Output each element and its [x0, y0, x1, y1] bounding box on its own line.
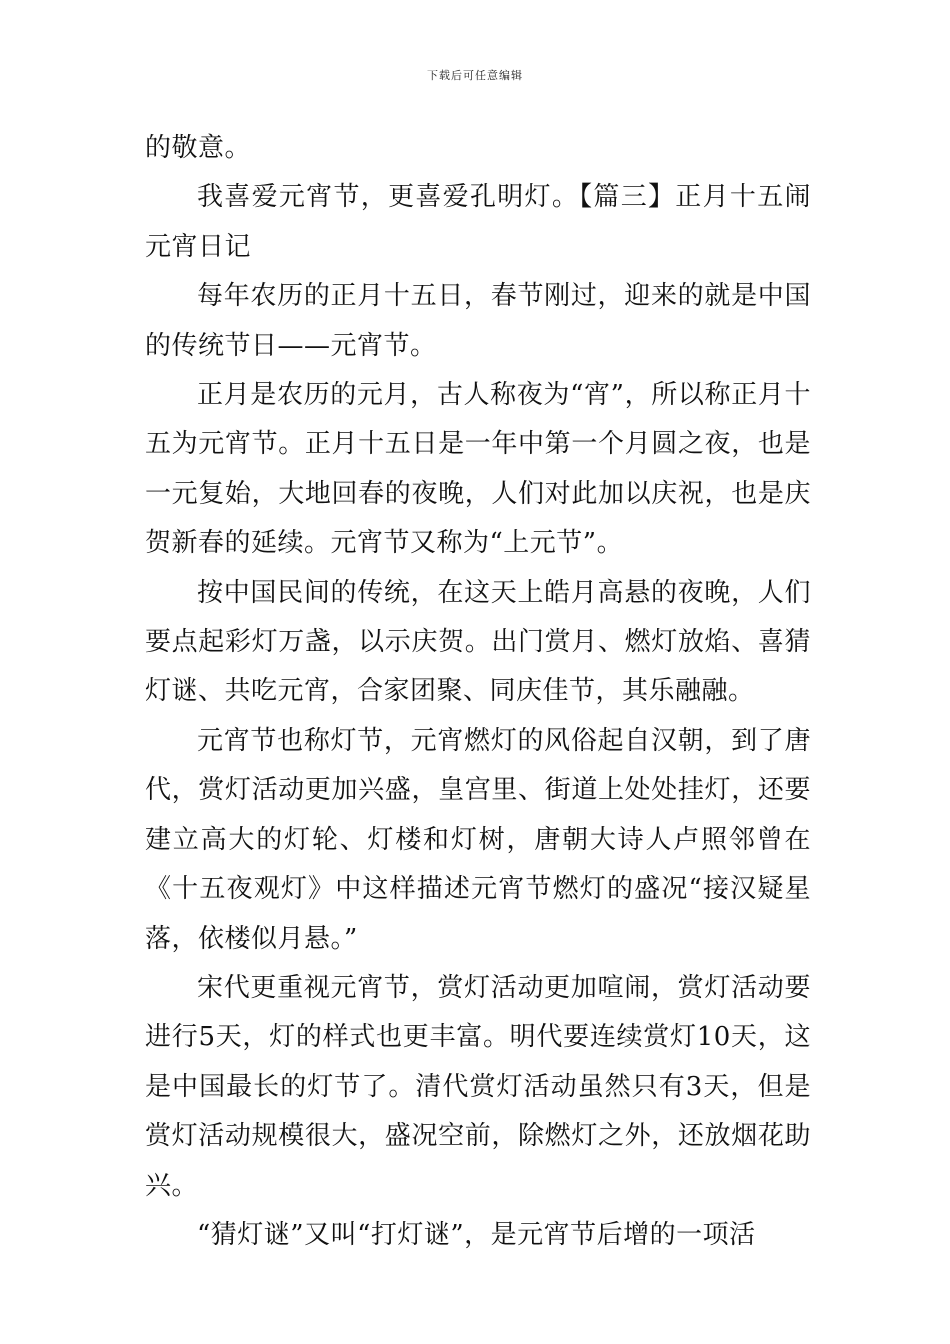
paragraph: 正月是农历的元月，古人称夜为“宵”，所以称正月十五为元宵节。正月十五日是一年中第一个月圆之夜，也是一元复始，大地回春的夜晚，人们对此加以庆祝，也是庆贺新春的延续。元宵节又称为“上元节”。	[145, 380, 811, 559]
paragraph: “猜灯谜”又叫“打灯谜”，是元宵节后增的一项活	[197, 1219, 756, 1250]
paragraph-continuation: 的敬意。	[145, 133, 252, 163]
paragraph: 我喜爱元宵节，更喜爱孔明灯。【篇三】正月十五闹元宵日记	[145, 182, 811, 262]
paragraph: 元宵节也称灯节，元宵燃灯的风俗起自汉朝，到了唐代，赏灯活动更加兴盛，皇宫里、街道上处处挂灯，还要建立高大的灯轮、灯楼和灯树，唐朝大诗人卢照邻曾在《十五夜观灯》中这样描述元宵节燃灯的盛况“接汉疑星落，依楼似月悬。”	[145, 725, 811, 954]
header-note: 下载后可任意编辑	[427, 69, 523, 82]
paragraph: 按中国民间的传统，在这天上皓月高悬的夜晚，人们要点起彩灯万盏，以示庆贺。出门赏月、燃灯放焰、喜猜灯谜、共吃元宵，合家团聚、同庆佳节，其乐融融。	[145, 577, 811, 707]
document-body	[145, 124, 811, 1260]
paragraph: 每年农历的正月十五日，春节刚过，迎来的就是中国的传统节日——元宵节。	[145, 281, 811, 361]
paragraph: 宋代更重视元宵节，赏灯活动更加喧闹，赏灯活动要进行5天，灯的样式也更丰富。明代要连续赏灯10天，这是中国最长的灯节了。清代赏灯活动虽然只有3天，但是赏灯活动规模很大，盛况空前，除燃灯之外，还放烟花助兴。	[145, 972, 811, 1201]
